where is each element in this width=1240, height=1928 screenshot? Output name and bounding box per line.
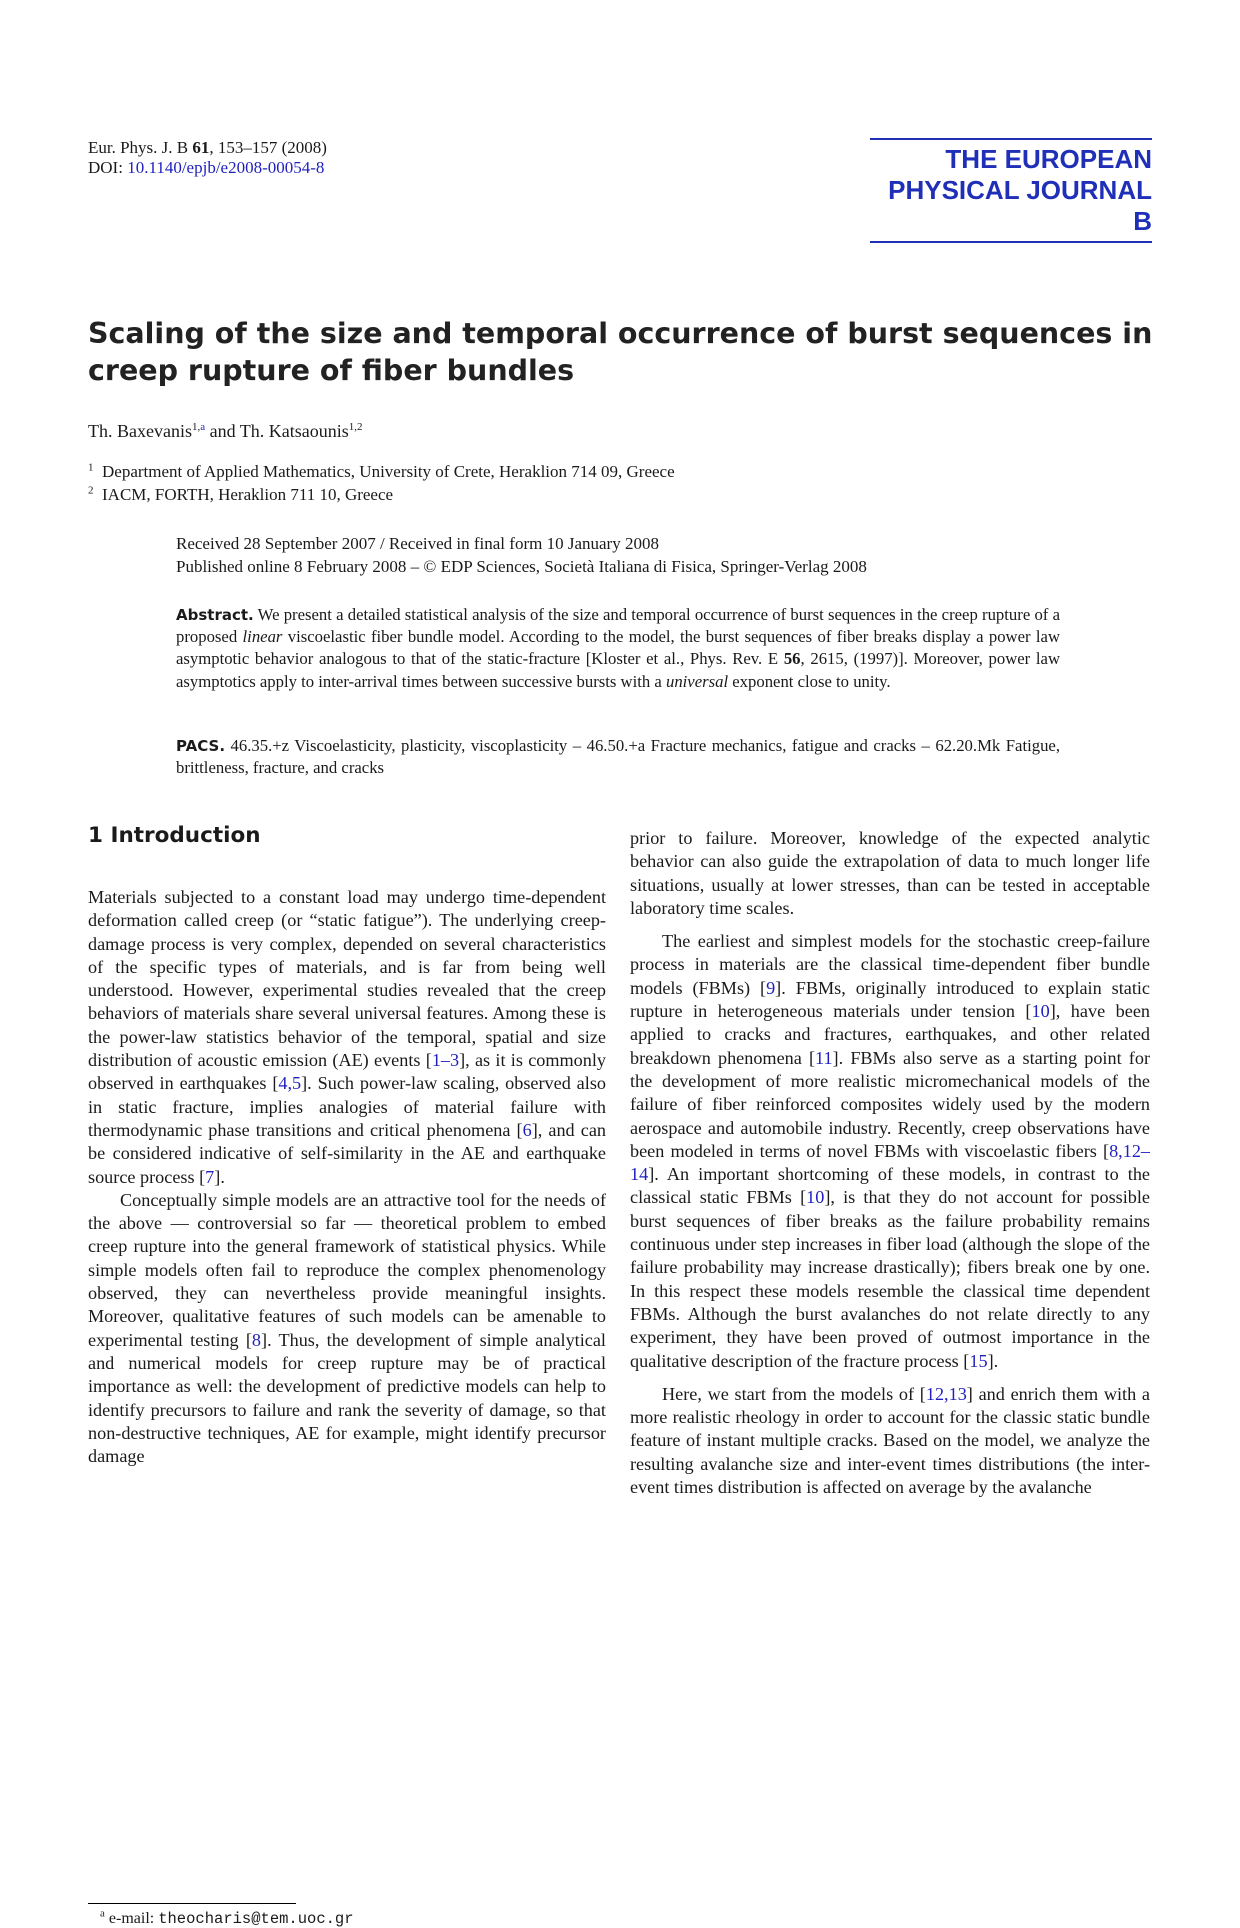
paragraph-text: The earliest and simplest models for the stochastic creep-failure process in materials are the classical time-dependent fiber bundle models (FBMs) [: [630, 931, 1150, 998]
footnote-label: e-mail:: [104, 1910, 159, 1927]
publication-dates: [176, 532, 1076, 578]
citation-link[interactable]: 1–3: [431, 1050, 460, 1071]
abstract-text: exponent close to unity.: [728, 671, 891, 691]
author-name: and Th. Katsaounis: [205, 421, 349, 441]
pacs-text: 46.35.+z Viscoelasticity, plasticity, viscoplasticity – 46.50.+a Fracture mechanics, fatigue and cracks – 62.20.Mk Fatigue, brittleness, fracture, and cracks: [176, 736, 1060, 778]
paragraph: [88, 1189, 606, 1469]
right-column: [630, 827, 1150, 1499]
affiliation-text: IACM, FORTH, Heraklion 711 10, Greece: [102, 485, 394, 504]
abstract-label: Abstract.: [176, 606, 254, 624]
paragraph-text: ]. FBMs, originally introduced to explain static rupture in heterogeneous materials under tension [: [630, 977, 1150, 1022]
citation-journal: Eur. Phys. J. B: [88, 138, 193, 157]
paragraph: [630, 1383, 1150, 1499]
paragraph: prior to failure. Moreover, knowledge of the expected analytic behavior can also guide the extrapolation of data to much longer life situations, usually at lower stresses, than can be tested in acceptable laboratory time scales.: [630, 828, 1150, 918]
paragraph-text: ].: [214, 1166, 225, 1187]
section-heading: 1 Introduction: [88, 823, 261, 848]
published-date: Published online 8 February 2008 – © EDP Sciences, Società Italiana di Fisica, Springer-Verlag 2008: [176, 557, 867, 576]
doi-link[interactable]: 10.1140/epjb/e2008-00054-8: [127, 158, 325, 177]
pacs-codes: [176, 735, 1060, 779]
journal-logo: [870, 138, 1152, 243]
journal-logo-line1: THE EUROPEAN: [945, 144, 1152, 174]
footnote-link[interactable]: a: [200, 421, 206, 433]
paragraph: [630, 930, 1150, 1373]
paragraph-text: ].: [987, 1350, 999, 1371]
abstract-emphasis: linear: [242, 627, 283, 647]
citation-link[interactable]: 12,13: [925, 1383, 967, 1404]
affiliations: [88, 460, 675, 506]
abstract-emphasis: universal: [665, 671, 729, 691]
citation-link[interactable]: 10: [806, 1187, 825, 1208]
paragraph-text: ]. Such power-law scaling, observed also in static fracture, implies analogies of material failure with thermodynamic phase transitions and critical phenomena [: [88, 1073, 606, 1140]
email-address[interactable]: theocharis@tem.uoc.gr: [158, 1910, 354, 1928]
citation-link[interactable]: 4,5: [278, 1073, 302, 1094]
affiliation-number: 2: [88, 484, 94, 497]
journal-logo-line2: PHYSICAL JOURNAL B: [888, 175, 1152, 236]
paragraph-text: ]. Thus, the development of simple analytical and numerical models for creep rupture may be of practical importance as well: the development of predictive models can help to identify precursors to failure and rank the severity of damage, so that non-destructive techniques, AE for example, might identify precursor damage: [88, 1329, 606, 1467]
affiliation-text: Department of Applied Mathematics, University of Crete, Heraklion 714 09, Greece: [102, 462, 675, 481]
paragraph-text: ]. FBMs also serve as a starting point for the development of more realistic micromechanical models of the failure of fiber reinforced composites widely used by the modern aerospace and automobile industry. Recently, creep observations have been modeled in terms of novel FBMs with viscoelastic fibers [: [630, 1047, 1150, 1161]
affiliation-1: [88, 460, 675, 483]
citation-pages: , 153–157 (2008): [209, 138, 327, 157]
received-date: Received 28 September 2007 / Received in final form 10 January 2008: [176, 534, 659, 553]
paragraph-text: ], as it is commonly observed in earthquakes [: [88, 1050, 607, 1094]
abstract-text: viscoelastic fiber bundle model. According to the model, the burst sequences of fiber breaks display a power law asymptotic behavior analogous to that of the static-fracture [Kloster et al., Phys. Rev. E: [176, 627, 1060, 669]
citation-link[interactable]: 11: [815, 1047, 833, 1068]
abstract-text: We present a detailed statistical analysis of the size and temporal occurrence of burst sequences in the creep rupture of a proposed: [176, 605, 1060, 647]
journal-citation: [88, 138, 508, 178]
footnote-mark: a: [100, 1907, 105, 1920]
citation-link[interactable]: 7: [205, 1166, 215, 1187]
paragraph-text: Conceptually simple models are an attractive tool for the needs of the above — controversial so far — theoretical problem to embed creep rupture into the general framework of statistical physics. While simple models often fail to reproduce the complex phenomenology observed, they can nevertheless provide meaningful insights. Moreover, qualitative features of such models can be amenable to experimental testing [: [88, 1189, 606, 1350]
paragraph-text: ]. An important shortcoming of these models, in contrast to the classical static FBMs [: [630, 1164, 1150, 1208]
author-affil-sup: [192, 421, 205, 433]
citation-line: [88, 138, 508, 158]
citation-link[interactable]: 9: [766, 977, 776, 998]
doi-label: DOI:: [88, 158, 128, 177]
paragraph: [88, 886, 606, 1189]
affiliation-2: [88, 483, 675, 506]
paragraph-text: Here, we start from the models of [: [662, 1383, 926, 1404]
paragraph-text: ] and enrich them with a more realistic rheology in order to account for the classic static bundle feature of instant multiple cracks. Based on the model, we analyze the resulting avalanche size and inter-event times distributions (the inter-event times distribution is affected on average by the avalanche: [630, 1383, 1150, 1498]
author-affil-numbers: 1,: [191, 421, 201, 433]
doi-line: [88, 158, 508, 178]
author-affil-sup: 1,2: [348, 421, 363, 433]
citation-link[interactable]: 15: [969, 1350, 988, 1371]
article-title: Scaling of the size and temporal occurrence of burst sequences in creep rupture of fiber bundles: [88, 317, 1153, 387]
paragraph-text: ], have been applied to cracks and fractures, earthquakes, and other related breakdown phenomena [: [630, 1001, 1150, 1068]
affiliation-number: 1: [88, 461, 94, 474]
citation-link[interactable]: 8: [251, 1329, 262, 1350]
citation-volume: 61: [192, 138, 210, 157]
author-list: [88, 420, 363, 442]
citation-link[interactable]: 10: [1031, 1001, 1050, 1022]
abstract: [176, 604, 1060, 693]
paragraph-text: Materials subjected to a constant load may undergo time-dependent deformation called creep (or “static fatigue”). The underlying creep-damage process is very complex, depended on several characteristics of the specific types of materials, and is far from being well understood. However, experimental studies revealed that the creep behaviors of materials share several universal features. Among these is the power-law statistics behavior of the temporal, spatial and size distribution of acoustic emission (AE) events [: [88, 887, 606, 1071]
pacs-label: PACS.: [176, 737, 226, 755]
abstract-text: , 2615, (1997)]. Moreover, power law asymptotics apply to inter-arrival times between successive bursts with a: [176, 649, 1060, 691]
author-name: Th. Baxevanis: [88, 421, 192, 441]
citation-link[interactable]: 8,12–14: [630, 1140, 1150, 1185]
footnote: [100, 1907, 354, 1928]
paragraph-text: ], and can be considered indicative of self-similarity in the AE and earthquake source process [: [88, 1119, 606, 1187]
citation-link[interactable]: 6: [522, 1119, 532, 1140]
footnote-divider: [88, 1903, 296, 1904]
abstract-bold: 56: [783, 649, 801, 669]
left-column: [88, 886, 606, 1468]
paragraph-text: ], is that they do not account for possible burst sequences of fiber breaks as the failure probability remains continuous under step increases in fiber load (although the slope of the failure probability may increase drastically); fibers break one by one. In this respect these models resemble the classical time dependent FBMs. Although the burst avalanches do not relate directly to any experiment, they have been proved of outmost importance in the qualitative description of the fracture process [: [630, 1187, 1150, 1371]
